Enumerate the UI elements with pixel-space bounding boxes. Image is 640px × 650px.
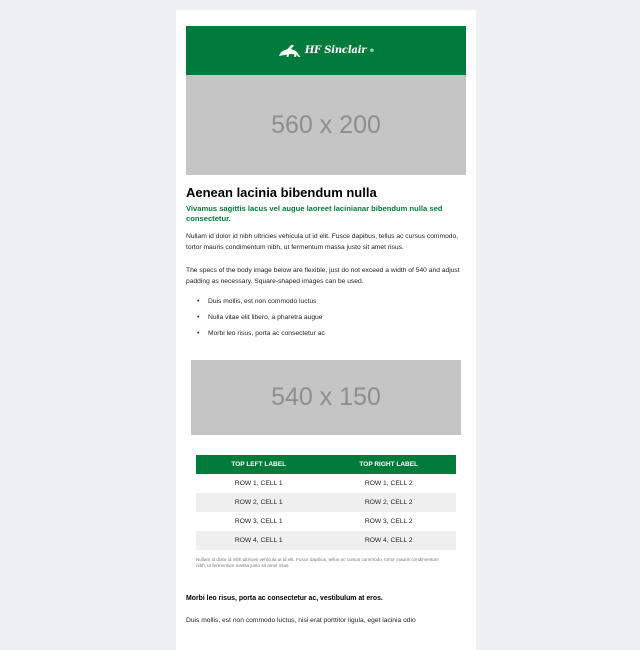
table-row [196, 474, 456, 493]
table-footnote: Nullam id dolor id nibh ultricies vehicula ut id elit. Fusce dapibus, tellus ac cursus commodo, tortor mauris condimentum nibh, ut fermentum massa justo sit amet risus. [196, 557, 439, 568]
closing-paragraph: Duis mollis, est non commodo luctus, nisi erat porttitor ligula, eget lacinia odio [186, 617, 416, 624]
body-image-label: 540 x 150 [271, 383, 381, 411]
logo-text: HF Sinclair [304, 45, 367, 56]
table-cell: ROW 2, CELL 1 [196, 493, 321, 512]
data-table [196, 455, 456, 550]
table-row [196, 512, 456, 531]
article-headline: Aenean lacinia bibendum nulla [186, 185, 377, 200]
closing-bold-line: Morbi leo risus, porta ac consectetur ac, vestibulum at eros. [186, 595, 383, 602]
article-paragraph: Nullam id dolor id nibh ultricies vehicula ut id elit. Fusce dapibus, tellus ac cursus commodo, tortor mauris condimentum nibh, ut fermentum massa justo sit amet risus. [186, 233, 459, 251]
table-row [196, 493, 456, 512]
table-header-cell: TOP RIGHT LABEL [321, 455, 456, 474]
article-paragraph: The specs of the body image below are flexible, just do not exceed a width of 540 and adjust padding as necessary. Square-shaped images can be used. [186, 267, 460, 285]
email-container [176, 10, 476, 650]
bullet-icon: • [197, 330, 200, 337]
header-bar [186, 26, 466, 75]
table-header-cell: TOP LEFT LABEL [196, 455, 321, 474]
data-table-section [196, 455, 456, 569]
bullet-text: Duis mollis, est non commodo luctus [208, 298, 317, 305]
trademark-mark: ® [369, 47, 375, 54]
brand-logo[interactable] [278, 44, 374, 58]
bullet-list [186, 297, 466, 338]
email-inner [186, 26, 466, 626]
article-subheadline: Vivamus sagittis lacus vel augue laoreet lacinianar bibendum nulla sed consectetur. [186, 204, 443, 223]
body-image-placeholder [191, 360, 461, 435]
hero-image-placeholder [186, 75, 466, 175]
bullet-icon: • [197, 314, 200, 321]
table-cell: ROW 3, CELL 1 [234, 518, 283, 525]
bullet-list-item [197, 313, 466, 322]
bullet-text: Nulla vitae elit libero, a pharetra augue [208, 314, 323, 321]
table-cell: ROW 2, CELL 2 [321, 493, 456, 512]
table-cell: ROW 4, CELL 1 [196, 531, 321, 550]
article-content [186, 185, 466, 626]
table-header-row [196, 455, 456, 474]
table-cell: ROW 4, CELL 2 [321, 531, 456, 550]
dinosaur-icon [278, 44, 302, 58]
bullet-text: Morbi leo risus, porta ac consectetur ac [208, 330, 325, 337]
bullet-list-item [197, 297, 466, 306]
table-row [196, 531, 456, 550]
table-cell: ROW 1, CELL 2 [364, 480, 413, 487]
bullet-list-item [197, 329, 466, 338]
hero-image-label: 560 x 200 [271, 110, 381, 139]
bullet-icon: • [197, 298, 200, 305]
table-cell: ROW 3, CELL 2 [364, 518, 413, 525]
table-cell: ROW 1, CELL 1 [234, 480, 283, 487]
